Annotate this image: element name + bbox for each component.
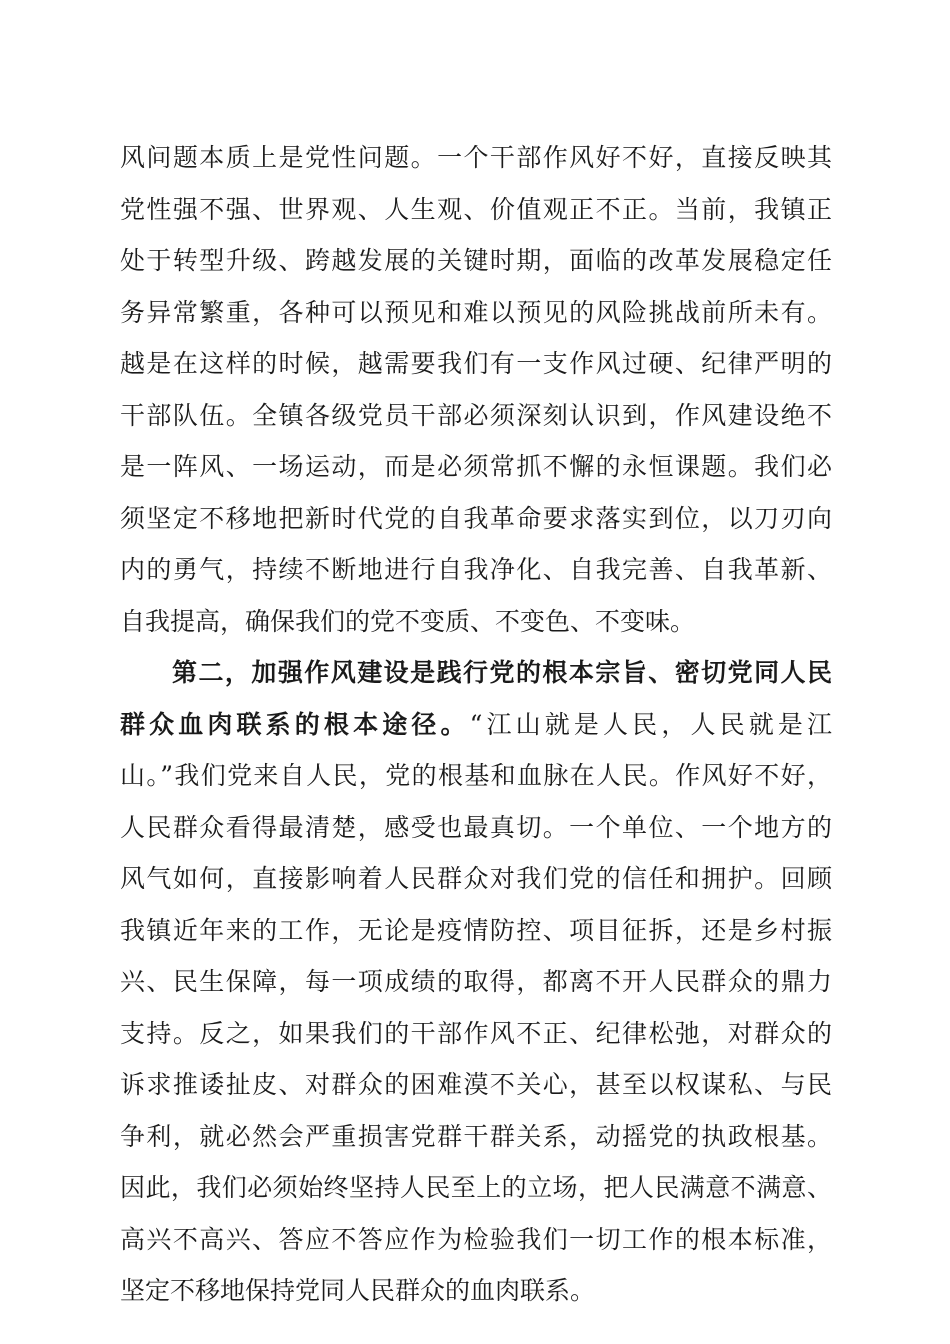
paragraph2-line-12: 高兴不高兴、答应不答应作为检验我们一切工作的根本标准， xyxy=(120,1225,832,1254)
paragraph2-line-9: 诉求推诿扯皮、对群众的困难漠不关心，甚至以权谋私、与民 xyxy=(120,1070,832,1099)
paragraph1-line-1: 风问题本质上是党性问题。一个干部作风好不好，直接反映其 xyxy=(120,143,832,172)
paragraph1-line-2: 党性强不强、世界观、人生观、价值观正不正。当前，我镇正 xyxy=(120,195,832,224)
paragraph2-line-13: 坚定不移地保持党同人民群众的血肉联系。 xyxy=(120,1276,596,1305)
paragraph2-line-2 xyxy=(120,705,832,745)
paragraph2-line-10: 争利，就必然会严重损害党群干群关系，动摇党的执政根基。 xyxy=(120,1122,832,1151)
paragraph2-quote-start: “江山就是人民，人民就是江 xyxy=(469,710,832,739)
paragraph1-line-10: 自我提高，确保我们的党不变质、不变色、不变味。 xyxy=(120,607,696,636)
paragraph2-line-3: 山。”我们党来自人民，党的根基和血脉在人民。作风好不好， xyxy=(120,761,832,790)
paragraph1-line-9: 内的勇气，持续不断地进行自我净化、自我完善、自我革新、 xyxy=(120,555,832,584)
paragraph2-line-7: 兴、民生保障，每一项成绩的取得，都离不开人民群众的鼎力 xyxy=(120,967,832,996)
paragraph1-line-5: 越是在这样的时候，越需要我们有一支作风过硬、纪律严明的 xyxy=(120,349,832,378)
paragraph1-line-4: 务异常繁重，各种可以预见和难以预见的风险挑战前所未有。 xyxy=(120,298,832,327)
paragraph1-line-3: 处于转型升级、跨越发展的关键时期，面临的改革发展稳定任 xyxy=(120,246,832,275)
paragraph2-line-4: 人民群众看得最清楚，感受也最真切。一个单位、一个地方的 xyxy=(120,813,832,842)
paragraph2-line-5: 风气如何，直接影响着人民群众对我们党的信任和拥护。回顾 xyxy=(120,864,832,893)
paragraph1-line-8: 须坚定不移地把新时代党的自我革命要求落实到位，以刀刃向 xyxy=(120,504,832,533)
paragraph2-heading-line-1: 第二，加强作风建设是践行党的根本宗旨、密切党同人民 xyxy=(172,658,832,687)
paragraph2-heading-line-2: 群众血肉联系的根本途径。 xyxy=(120,710,470,739)
paragraph2-line-11: 因此，我们必须始终坚持人民至上的立场，把人民满意不满意、 xyxy=(120,1173,832,1202)
paragraph2-line-6: 我镇近年来的工作，无论是疫情防控、项目征拆，还是乡村振 xyxy=(120,916,832,945)
paragraph1-line-6: 干部队伍。全镇各级党员干部必须深刻认识到，作风建设绝不 xyxy=(120,401,832,430)
paragraph1-line-7: 是一阵风、一场运动，而是必须常抓不懈的永恒课题。我们必 xyxy=(120,452,832,481)
paragraph2-line-8: 支持。反之，如果我们的干部作风不正、纪律松弛，对群众的 xyxy=(120,1019,832,1048)
